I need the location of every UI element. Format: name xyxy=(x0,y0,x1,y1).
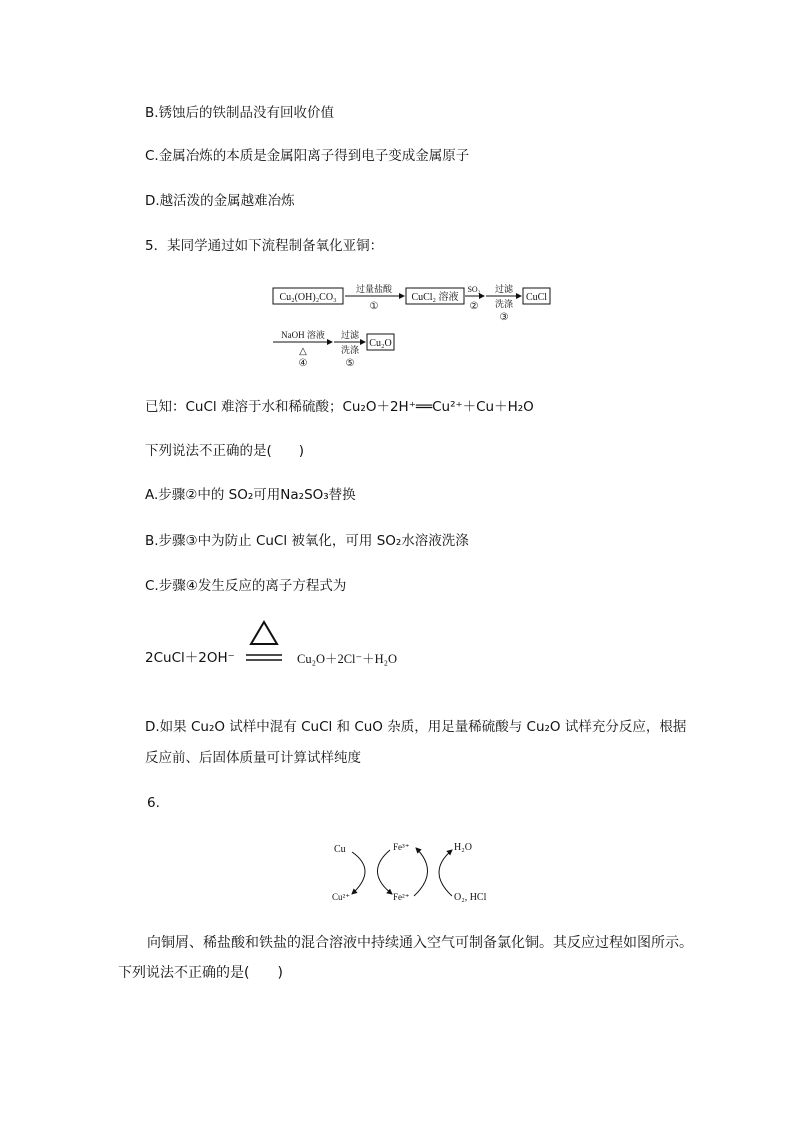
cycle-fe2: Fe²⁺ xyxy=(393,892,410,902)
equation-right: Cu₂O＋2Cl⁻＋H₂O xyxy=(297,652,398,666)
q6-text-line1: 向铜屑、稀盐酸和铁盐的混合溶液中持续通入空气可制备氯化铜。其反应过程如图所示。 xyxy=(147,935,693,951)
q5-question: 下列说法不正确的是( ) xyxy=(145,443,305,459)
flow-step-5: ⑤ xyxy=(345,358,355,369)
q6-text-line2: 下列说法不正确的是( ) xyxy=(118,965,283,981)
flow-reagent-5b: 洗涤 xyxy=(340,345,360,355)
flow-cond-4: △ xyxy=(299,346,307,357)
flow-mid2: CuCl xyxy=(525,292,548,303)
option-5d-line1: D.如果 Cu₂O 试样中混有 CuCl 和 CuO 杂质，用足量稀硫酸与 Cu₂O 试样充分反应，根据 xyxy=(145,719,687,735)
flow-reagent-3a: 过滤 xyxy=(494,284,514,294)
q5-flow-diagram xyxy=(270,282,570,372)
flow-reagent-2: SO₂ xyxy=(467,285,481,294)
q6-cycle-diagram xyxy=(330,838,490,908)
cycle-h2o: H₂O xyxy=(454,842,472,853)
flow-reagent-4: NaOH 溶液 xyxy=(281,330,325,340)
cycle-fe3: Fe³⁺ xyxy=(393,842,410,852)
cycle-cu2: Cu²⁺ xyxy=(332,892,350,902)
option-5d-line2: 反应前、后固体质量可计算试样纯度 xyxy=(145,750,361,766)
option-5b: B.步骤③中为防止 CuCl 被氧化，可用 SO₂水溶液洗涤 xyxy=(145,533,469,549)
question-6-number: 6. xyxy=(147,795,160,811)
q5-known: 已知：CuCl 难溶于水和稀硫酸；Cu₂O＋2H⁺══Cu²⁺＋Cu＋H₂O xyxy=(145,399,534,415)
cycle-arrow-fe2 xyxy=(414,848,428,896)
cycle-cu: Cu xyxy=(334,844,346,855)
cycle-arrow-fe3 xyxy=(377,850,392,894)
cycle-arrow-o2 xyxy=(439,850,452,896)
question-5-stem: 5．某同学通过如下流程制备氧化亚铜： xyxy=(145,238,384,254)
option-4d: D.越活泼的金属越难冶炼 xyxy=(145,193,295,209)
heat-equals-sign xyxy=(244,620,284,664)
option-4c: C.金属冶炼的本质是金属阳离子得到电子变成金属原子 xyxy=(145,148,470,164)
flow-start: Cu₂(OH)₂CO₃ xyxy=(279,292,337,303)
option-5a: A.步骤②中的 SO₂可用Na₂SO₃替换 xyxy=(145,487,356,503)
flow-mid1: CuCl₂ 溶液 xyxy=(411,292,459,303)
flow-reagent-1: 过量盐酸 xyxy=(355,284,393,294)
flow-step-4: ④ xyxy=(298,358,308,369)
option-5c: C.步骤④发生反应的离子方程式为 xyxy=(145,578,347,594)
flow-step-1: ① xyxy=(369,301,379,312)
flow-reagent-5a: 过滤 xyxy=(340,330,360,340)
cycle-o2hcl: O₂, HCl xyxy=(454,892,487,903)
flow-step-3: ③ xyxy=(499,312,509,323)
flow-end: Cu₂O xyxy=(369,338,392,349)
equation-left: 2CuCl＋2OH⁻ xyxy=(145,650,235,666)
option-4b: B.锈蚀后的铁制品没有回收价值 xyxy=(145,105,335,121)
cycle-arrow-cu xyxy=(352,852,365,894)
flow-reagent-3b: 洗涤 xyxy=(494,299,514,309)
flow-step-2: ② xyxy=(469,301,479,312)
